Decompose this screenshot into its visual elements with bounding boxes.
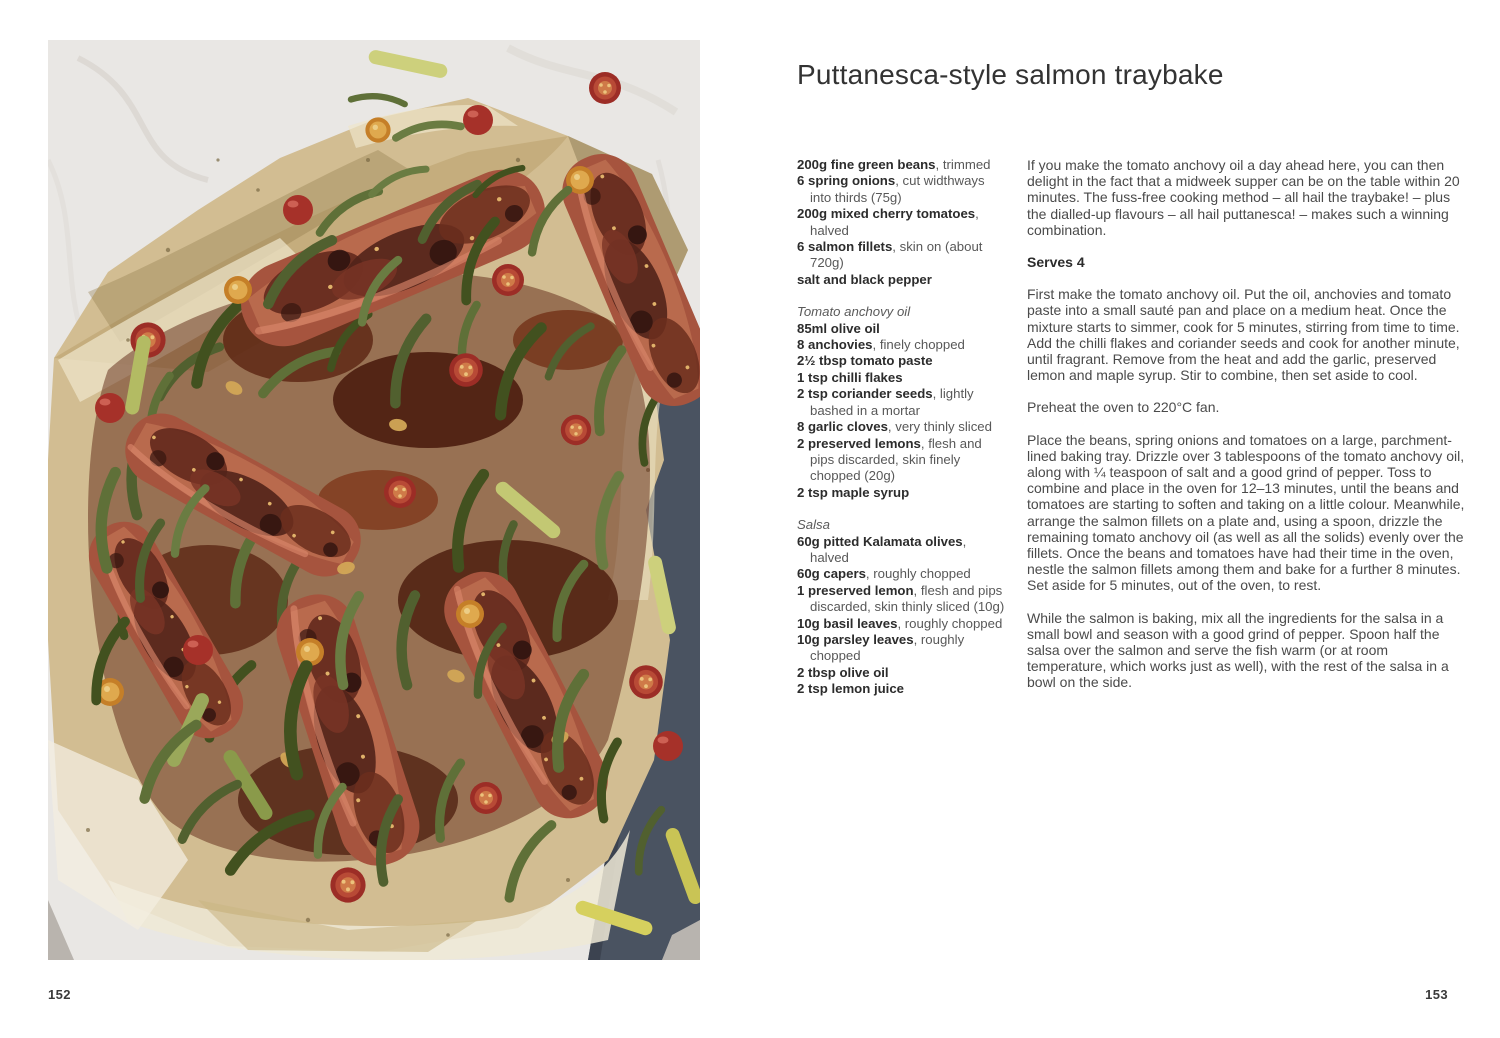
page-number-left: 152	[48, 987, 71, 1002]
method-paragraph: While the salmon is baking, mix all the ingredients for the salsa in a small bowl and season with a good grind of pepper. Spoon half the salsa over the salmon and serve the fish warm (or at room temperature, which works just as well), with the rest of the salsa in a bowl on the side.	[1027, 609, 1449, 691]
ingredient-item: 1 preserved lemon, flesh and pips discarded, skin thinly sliced (10g)	[797, 582, 1005, 615]
ingredient-item: 2½ tbsp tomato paste	[797, 353, 933, 369]
ingredient-item: 60g pitted Kalamata olives, halved	[797, 533, 967, 565]
ingredient-item: salt and black pepper	[797, 271, 932, 287]
ingredient-item: 8 garlic cloves, very thinly sliced	[797, 419, 992, 435]
ingredient-item: 60g capers, roughly chopped	[797, 566, 971, 582]
recipe-title: Puttanesca-style salmon traybake	[797, 59, 1224, 90]
ingredient-section-title: Tomato anchovy oil	[797, 304, 911, 320]
method-paragraph: Preheat the oven to 220°C fan.	[1027, 399, 1220, 416]
ingredient-section	[797, 157, 1005, 288]
ingredient-item: 6 spring onions, cut widthways into thirds (75g)	[797, 173, 985, 205]
method-column	[1027, 157, 1467, 707]
ingredient-item: 6 salmon fillets, skin on (about 720g)	[797, 239, 983, 271]
ingredient-item: 2 tsp lemon juice	[797, 681, 904, 697]
ingredient-item: 85ml olive oil	[797, 320, 880, 336]
ingredient-item: 200g mixed cherry tomatoes, halved	[797, 206, 979, 238]
recipe-photo-illustration	[48, 40, 700, 960]
method-paragraphs	[1027, 286, 1467, 690]
ingredient-item: 1 tsp chilli flakes	[797, 369, 903, 385]
recipe-intro: If you make the tomato anchovy oil a day ahead here, you can then delight in the fact that a midweek supper can be on the table within 20 minutes. The fuss-free cooking method – all hail the traybake! – plus the dialled-up flavours – all hail puttanesca! – makes such a winning combination.	[1027, 157, 1460, 238]
ingredient-item: 10g parsley leaves, roughly chopped	[797, 631, 965, 664]
ingredient-item: 2 tsp maple syrup	[797, 484, 910, 500]
ingredient-section	[797, 517, 1005, 697]
recipe-photo	[48, 40, 700, 960]
ingredient-item: 8 anchovies, finely chopped	[797, 337, 965, 353]
serves-heading: Serves 4	[1027, 254, 1085, 271]
ingredient-item: 2 tsp coriander seeds, lightly bashed in a mortar	[797, 386, 974, 418]
ingredient-section	[797, 304, 1005, 501]
ingredient-item: 200g fine green beans, trimmed	[797, 157, 991, 172]
ingredient-section-title: Salsa	[797, 517, 830, 533]
ingredients-column	[797, 157, 1005, 698]
method-paragraph: First make the tomato anchovy oil. Put the oil, anchovies and tomato paste into a small sauté pan and place on a medium heat. Once the mixture starts to simmer, cook for 5 minutes, stirring from time to time. Add the chilli flakes and coriander seeds and cook for another minute, until fragrant. Remove from the heat and add the garlic, preserved lemon and maple syrup. Stir to combine, then set aside to cool.	[1027, 286, 1460, 384]
page-number-right: 153	[1425, 987, 1448, 1002]
ingredient-item: 2 tbsp olive oil	[797, 664, 889, 680]
ingredient-item: 10g basil leaves, roughly chopped	[797, 615, 1003, 631]
method-paragraph: Place the beans, spring onions and tomatoes on a large, parchment-lined baking tray. Drizzle over 3 tablespoons of the tomato anchovy oil, along with ¼ teaspoon of salt and a good grind of pepper. Toss to combine and place in the oven for 12–13 minutes, until the beans and tomatoes are starting to soften and taking on a little colour. Meanwhile, arrange the salmon fillets on a plate and, using a spoon, drizzle the remaining tomato anchovy oil (as well as all the solids) evenly over the fillets. Once the beans and tomatoes have had their time in the oven, nestle the salmon fillets among them and bake for a further 8 minutes. Set aside for 5 minutes, out of the oven, to rest.	[1027, 431, 1465, 594]
ingredient-item: 2 preserved lemons, flesh and pips discarded, skin finely chopped (20g)	[797, 435, 982, 484]
